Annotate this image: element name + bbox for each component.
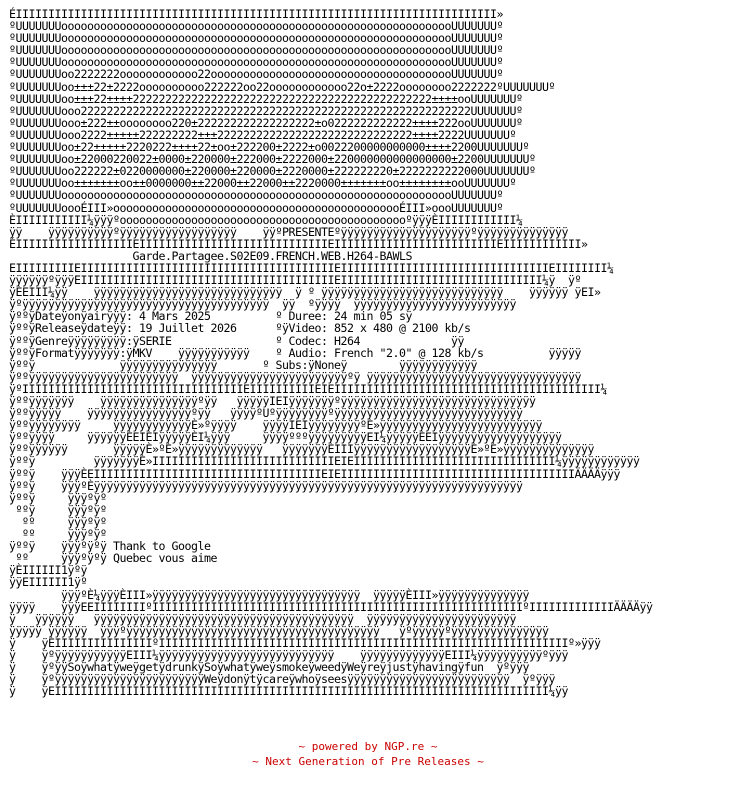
nfo-line: EIIIIIIIIIEIIIIIIIIIIIIIIIIIIIIIIIIIIIIIIIIIIIIIIIEIIIIIIIIIIIIIIIIIIIIIIIIIIIIIIIIEIIIIIIII¼ xyxy=(9,260,614,275)
nfo-line: ºUUUUUUUooooooooooooooooooooooooooooooooooooooooooooooooooooooooooooUUUUUUUº xyxy=(9,55,504,70)
nfo-line: ºº ÿÿÿºÿºÿ Quebec vous aime xyxy=(9,551,218,566)
nfo-line: ºUUUUUUUooooooooooooooooooooooooooooooooooooooooooooooooooooooooooooUUUUUUUº xyxy=(9,31,504,46)
nfo-line: ÿººÿ ÿÿÿºÿº xyxy=(9,490,107,505)
nfo-line: ºUUUUUUUoo±±±±±±±oo±±0000000±±22000±±22000±±2220000±±±±±±±oo±±±±±±±±ooUUUUUUUº xyxy=(9,176,517,191)
nfo-line: ÿÿÿºÈ¼ÿÿÿÈIII»ÿÿÿÿÿÿÿÿÿÿÿÿÿÿÿÿÿÿÿÿÿÿÿÿÿÿÿÿÿÿÿÿ ÿÿÿÿÿÈIII»ÿÿÿÿÿÿÿÿÿÿÿÿÿÿ xyxy=(9,587,530,602)
nfo-line: ºº ÿÿÿºÿº xyxy=(9,514,107,529)
nfo-line: ÿººÿÿÿÿÿÿÿ ÿÿÿÿÿÿÿÿÿÿÿÿÿÿÿºÿÿ ÿÿÿÿÿIEIÿÿÿÿÿÿÿºÿÿÿÿÿÿÿÿÿÿÿÿÿÿÿÿÿÿÿÿÿÿÿÿÿÿÿÿÿÿ xyxy=(9,394,536,408)
nfo-line: ºUUUUUUUoo2222222oooooooooooo22oooooooooooooooooooooooooooooooooooooUUUUUUUº xyxy=(9,67,504,82)
nfo-line: ÿ ÿºÿÿÿÿÿÿÿÿÿÿÿEIII¼ÿÿÿÿÿÿÿÿÿÿÿÿÿÿÿÿÿÿÿÿÿÿÿÿÿÿÿ ÿÿÿÿÿÿÿÿÿÿÿÿÿEIII¼ÿÿÿÿÿÿÿÿÿÿºÿÿÿ xyxy=(9,647,569,662)
nfo-line: ÿººÿÿÿÿ ÿÿÿÿÿÿÈEIÈIÿÿÿÿÿÈI¼ÿÿÿ ÿÿÿÿºººÿÿÿÿÿÿÿÿÿEI¼ÿÿÿÿÿÈEIÿÿÿÿÿÿÿÿÿÿÿÿÿÿÿÿÿÿÿ xyxy=(9,430,562,445)
nfo-line: ÿ ÿEIIIIIIIIIIIIIIIIIIIIIIIIIIIIIIIIIIIIIIIIIIIIIIIIIIIIIIIIIIIIIIIIIIIIIIIIIIII¼ÿÿ xyxy=(9,684,569,699)
nfo-line: ÉIIIIIIIIIIIIIIIIIIEIIIIIIIIIIIIIIIIIIIIIIIIIIIIIEIIIIIIIIIIIIIIIIIIIIIIIIIEIIIIIIIIIIII» xyxy=(9,236,588,251)
nfo-line: ÿ ÿºÿÿSoÿwhatÿweÿgetÿdrunkÿSoÿwhatÿweÿsmokeÿweedÿWeÿreÿjustÿhavingÿfun ÿºÿÿÿ xyxy=(9,660,530,675)
nfo-line: ºUUUUUUUooooooooooooooooooooooooooooooooooooooooooooooooooooooooooooUUUUUUUº xyxy=(9,43,504,58)
nfo-line: ÿ ÿÈIIIIIIIIIIIIIIIºIIIIIIIIIIIIIIIIIIIIIIIIIIIIIIIIIIIIIIIIIIIIIIIIIIIIIIIIIIIIIIIº»ÿÿÿ xyxy=(9,635,601,650)
nfo-art-block xyxy=(9,8,729,697)
nfo-line: ÈIIIIIIIIIII¼ÿÿÿºooooooooooooooooooooooooooooooooooooooooooooºÿÿÿÈIIIIIIIIIIII¼ xyxy=(9,212,523,227)
nfo-line: ºUUUUUUUooo222222222222222222222222222222222222222222222222222222222222UUUUUUUº xyxy=(9,103,523,118)
nfo-line: ºUUUUUUUoo±±±22±±±±2222222222222222222222222222222222222222222222±±±±ooUUUUUUUº xyxy=(9,91,523,106)
nfo-line: ÿººÿ ÿÿÿÿÿÿÿÈ»IIIIIIIIIIIIIIIIIIIIIIIIIIIIEIEIIIIIIIIIIIIIIIIIIIIIIIIIIIIIII¼ÿÿÿÿÿÿÿÿÿÿÿÿ xyxy=(9,454,640,469)
nfo-line: ÿÿEIIIIII1ÿº xyxy=(9,575,88,590)
nfo-line: ÉIIIIIIIIIIIIIIIIIIIIIIIIIIIIIIIIIIIIIIIIIIIIIIIIIIIIIIIIIIIIIIIIIIIIIIIIII» xyxy=(9,7,504,21)
nfo-line: ÿ ÿºÿÿÿÿÿÿÿÿÿÿÿÿÿÿÿÿÿÿÿÿÿÿÿWeÿdonÿtÿcareÿwhoÿseesÿÿÿÿÿÿÿÿÿÿÿÿÿÿÿÿÿÿÿÿÿÿÿÿÿ ÿºÿÿÿ xyxy=(9,672,556,687)
nfo-line: ÿºIIIIIIIIIIIIIIIIIIIIIIIIIIIIIIIIIIEIIIIIIIIIIEIEIIIIIIIIIIIIIIIIIIIIIIIIIIIIIIIIIIIIIIIII¼ xyxy=(9,381,608,396)
nfo-line: ÿÈIIIIII1ÿºÿ xyxy=(9,563,88,578)
nfo-line: ºUUUUUUUoo±22000220022±0000±220000±222000±2222000±220000000000000000±2200UUUUUUUº xyxy=(9,152,536,167)
nfo-line: ÿººÿÿÿÿÿÿÿÿ ÿÿÿÿÿÿÿÿÿÿÿÿÈ»ºÿÿÿÿ ÿÿÿÿIEIÿÿÿÿÿÿÿÿºÈ»ÿÿÿÿÿÿÿÿÿÿÿÿÿÿÿÿÿÿÿÿÿÿÿÿÿ xyxy=(9,418,543,433)
nfo-line: ÿººÿÿÿÿÿÿ ÿÿÿÿÿÈ»ºÈ»ÿÿÿÿÿÿÿÿÿÿÿÿÿ ÿÿÿÿÿÿÿÈIIIÿÿÿÿÿÿÿÿÿÿÿÿÿÿÿÿÿÿÈ»ºÈ»ÿÿÿÿÿÿÿÿÿÿÿÿÿÿ xyxy=(9,442,595,457)
nfo-line: ÿººÿGenreÿÿÿÿÿÿÿÿÿ:ÿSERIE º Codec: H264 ÿÿ xyxy=(9,333,465,348)
nfo-line: ºUUUUUUUooooooooooooooooooooooooooooooooooooooooooooooooooooooooooooUUUUUUUº xyxy=(9,19,504,34)
nfo-line: ÿººÿ ÿÿÿÈEIIIIIIIIIIIIIIIIIIIIIIIIIIIIIIIIIIIEIEIIIIIIIIIIIIIIIIIIIIIIIIIIIIIIIIIIIIÄÄÄÄÿÿÿ xyxy=(9,466,621,481)
nfo-line: Garde.Partagee.S02E09.FRENCH.WEB.H264-BAWLS xyxy=(9,248,413,263)
nfo-line: ÿÿÿÿ ÿÿÿEEIIIIIIIIºIIIIIIIIIIIIIIIIIIIIIIIIIIIIIIIIIIIIIIIIIIIIIIIIIIIIIIIIIºIIIIIIIIIIIIIÄÄÄÄÿÿ xyxy=(9,599,653,614)
nfo-line: ÿÿÿÿÿÿºÿÿÿEIIIIIIIIIIIIIIIIIIIIIIIIIIIIIIIIIIIIIIIEIIIIIIIIIIIIIIIIIIIIIIIIIIIIIII¼ÿ ÿº xyxy=(9,273,582,288)
nfo-line: ºUUUUUUUooooooooooooooooooooooooooooooooooooooooooooooooooooooooooooUUUUUUUº xyxy=(9,188,504,203)
nfo-line: ÿººÿReleaseÿdateÿÿ: 19 Juillet 2026 ºÿVideo: 852 x 480 @ 2100 kb/s xyxy=(9,321,471,336)
nfo-line: ÿººÿÿÿÿÿ ÿÿÿÿÿÿÿÿÿÿÿÿÿÿÿÿºÿÿ ÿÿÿÿºUºÿÿÿÿÿÿÿÿºÿÿÿÿÿÿÿÿÿÿÿÿÿÿÿÿÿÿÿÿÿÿÿÿÿÿÿÿÿ xyxy=(9,406,523,421)
nfo-line: ºUUUUUUUooo±222±±oooooooo220±222222222222222222±o0222222222222±±±±222ooUUUUUUUº xyxy=(9,115,523,130)
nfo-line: ÿººÿ ÿÿÿºÈÿÿÿÿÿÿÿÿÿÿÿÿÿÿÿÿÿÿÿÿÿÿÿÿÿÿÿÿÿÿÿÿÿÿÿÿÿÿÿÿÿÿÿÿÿÿÿÿÿÿÿÿÿÿÿÿÿÿÿÿÿÿÿÿÿÿ xyxy=(9,478,523,493)
nfo-line: ÿ ÿÿÿÿÿÿ ÿÿÿÿÿÿÿÿÿÿÿÿÿÿÿÿÿÿÿÿÿÿÿÿÿÿÿÿÿÿÿÿÿÿÿÿÿÿÿÿ ÿÿÿÿÿÿÿÿÿÿÿÿÿÿÿÿÿÿÿÿÿÿÿ xyxy=(9,611,517,626)
nfo-line: ÿÿÿÿÿ ÿÿÿÿÿÿ ÿÿÿºÿÿÿÿÿÿÿÿÿÿÿÿÿÿÿÿÿÿÿÿÿÿÿÿÿÿÿÿÿÿÿÿÿÿÿÿÿÿÿ ÿºÿÿÿÿÿºÿÿÿÿÿÿÿÿÿÿÿÿÿÿÿ xyxy=(9,623,549,638)
nfo-line: ºº ÿÿÿºÿº xyxy=(9,527,107,542)
nfo-line: ºUUUUUUUoooÉIII»ooooooooooooooooooooooooooooooooooooooooooooÉIII»oooUUUUUUUº xyxy=(9,200,504,215)
footer-powered-by: ~ powered by NGP.re ~ xyxy=(298,740,438,753)
nfo-line: ÿººÿ ÿÿÿºÿºÿ Thank to Google xyxy=(9,539,211,554)
nfo-line: ÿººÿÿÿÿÿÿÿÿÿÿÿÿÿÿÿÿÿÿÿÿÿÿÿ ÿÿÿÿÿÿÿÿÿÿÿÿÿÿÿÿÿÿÿÿÿÿÿÿºÿ ÿÿÿÿÿÿÿÿÿÿÿÿÿÿÿÿÿÿÿÿÿÿÿÿÿÿÿÿÿÿÿÿÿ xyxy=(9,369,582,384)
nfo-line: ººÿ ÿÿÿºÿº xyxy=(9,502,107,517)
nfo-line: ÿÿ ÿÿÿÿÿÿÿÿÿÿºÿÿÿÿÿÿÿÿÿÿÿÿÿÿÿÿÿÿ ÿÿºPRESENTEºÿÿÿÿÿÿÿÿÿÿÿÿÿÿÿÿÿÿÿÿºÿÿÿÿÿÿÿÿÿÿÿÿÿÿ xyxy=(9,224,569,239)
nfo-line: ÿÈEIII¼ÿÿ ÿÿÿÿÿÿÿÿÿÿÿÿÿÿÿÿÿÿÿÿÿÿÿÿÿÿÿÿÿ ÿ º ÿÿÿÿÿÿÿÿÿÿÿÿÿÿÿÿÿÿÿÿÿÿÿÿÿÿÿÿ ÿÿÿÿÿÿ ÿEI» xyxy=(9,285,601,300)
nfo-line: ÿººÿDateÿonÿairÿÿÿ: 4 Mars 2025 º Duree: 24 min 05 sÿ xyxy=(9,309,413,324)
footer-tagline: ~ Next Generation of Pre Releases ~ xyxy=(252,755,484,768)
nfo-line: ÿººÿ ÿÿÿÿÿÿÿÿÿÿÿÿÿÿÿ º Subs:ÿNoneÿ ÿÿÿÿÿÿÿÿÿÿÿÿ xyxy=(9,357,478,372)
nfo-line: ºUUUUUUUoo222222±0220000000±220000±220000±2220000±222222220±2222222222000UUUUUUUº xyxy=(9,164,536,179)
nfo-line: ºUUUUUUUoo±±±22±2222oooooooooo222222oo22oooooooooooo22o±2222oooooooo2222222ºUUUUUUUº xyxy=(9,79,556,94)
nfo-line: ºUUUUUUUooo2222±±±±±222222222±±±222222222222222222222222222222±±±±2222UUUUUUUº xyxy=(9,127,517,142)
nfo-line: ºUUUUUUUoo±22±±±±±2220222±±±±22±oo±222200±2222±o0022200000000000±±±±2200UUUUUUUº xyxy=(9,140,530,155)
nfo-line: ÿºÿÿÿÿÿÿÿÿÿÿÿÿÿÿÿÿÿÿÿÿÿÿÿÿÿÿÿÿÿÿÿÿÿÿÿÿÿÿ ÿÿ ºÿÿÿÿ ÿÿÿÿÿÿÿÿÿÿÿÿÿÿÿÿÿÿÿÿÿÿÿÿÿ xyxy=(9,297,517,312)
nfo-line: ÿººÿFormatÿÿÿÿÿÿÿ:ÿMKV ÿÿÿÿÿÿÿÿÿÿÿ º Audio: French "2.0" @ 128 kb/s ÿÿÿÿÿ xyxy=(9,345,582,360)
